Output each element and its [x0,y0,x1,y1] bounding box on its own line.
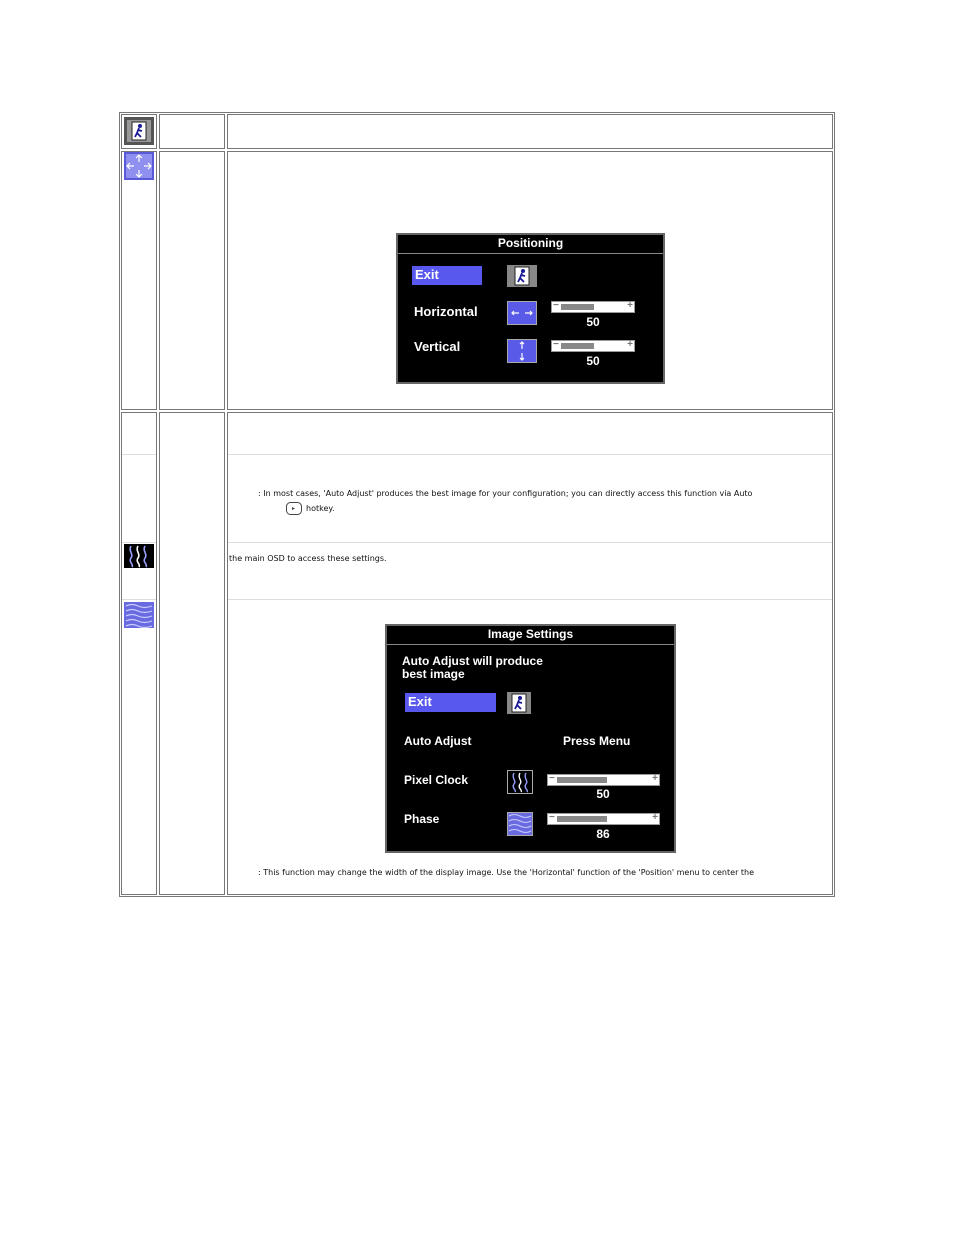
osd-exit-item[interactable]: Exit [412,266,482,285]
minus-icon: − [553,339,559,350]
slider-fill [561,304,594,310]
plus-icon: + [627,300,633,311]
row-divider [228,599,832,600]
row-divider [228,454,832,455]
row-divider [122,599,156,600]
vertical-arrows-icon[interactable] [507,339,537,363]
image-settings-osd [385,624,676,853]
exit-row-desc-cell [227,114,833,149]
vertical-label: Vertical [414,339,461,354]
exit-icon [124,117,154,145]
position-icon [124,152,154,180]
osd-title: Image Settings [387,626,674,645]
row-divider [122,454,156,455]
slider-fill [557,777,607,783]
phase-label[interactable]: Phase [404,812,440,826]
image-row-name-cell [159,412,225,895]
pixel-clock-value: 50 [596,787,610,801]
minus-icon: − [553,300,559,311]
horizontal-label: Horizontal [414,304,478,319]
plus-icon: + [652,812,658,823]
horizontal-arrows-icon[interactable] [507,301,537,325]
phase-value: 86 [596,827,610,841]
phase-icon[interactable] [507,812,533,836]
pixel-clock-label[interactable]: Pixel Clock [404,773,469,787]
position-row-icon-cell [121,151,157,410]
plus-icon: + [627,339,633,350]
hotkey-text: hotkey. [306,504,335,513]
pixel-clock-icon [124,544,154,568]
slider-fill [557,816,607,822]
pixel-clock-text: the main OSD to access these settings. [229,554,387,563]
position-row-name-cell [159,151,225,410]
row-divider [228,542,832,543]
phase-slider[interactable] [547,813,660,825]
auto-adjust-action: Press Menu [563,734,631,748]
image-row-icon-cell [121,412,157,895]
auto-adjust-label[interactable]: Auto Adjust [404,734,472,748]
horizontal-slider[interactable] [551,301,635,313]
vertical-value: 50 [586,354,600,368]
phase-note: : This function may change the width of the display image. Use the 'Horizontal' function of the 'Position' menu to center the [258,868,755,877]
exit-row-name-cell [159,114,225,149]
pixel-clock-slider[interactable] [547,774,660,786]
pixel-clock-icon[interactable] [507,770,533,794]
osd-message-line1: Auto Adjust will produce [402,654,543,668]
exit-icon[interactable] [507,265,537,287]
osd-exit-item[interactable]: Exit [405,693,496,712]
vertical-slider[interactable] [551,340,635,352]
auto-adjust-note: : In most cases, 'Auto Adjust' produces the best image for your configuration; you can directly access this function via Auto [258,489,753,498]
minus-icon: − [549,773,555,784]
exit-icon[interactable] [507,692,531,714]
osd-message-line2: best image [402,667,465,681]
osd-title: Positioning [398,235,663,254]
auto-hotkey-icon [286,500,302,513]
positioning-osd [396,233,665,384]
slider-fill [561,343,594,349]
plus-icon: + [652,773,658,784]
minus-icon: − [549,812,555,823]
horizontal-value: 50 [586,315,600,329]
phase-icon [124,602,154,628]
row-divider [122,542,156,543]
